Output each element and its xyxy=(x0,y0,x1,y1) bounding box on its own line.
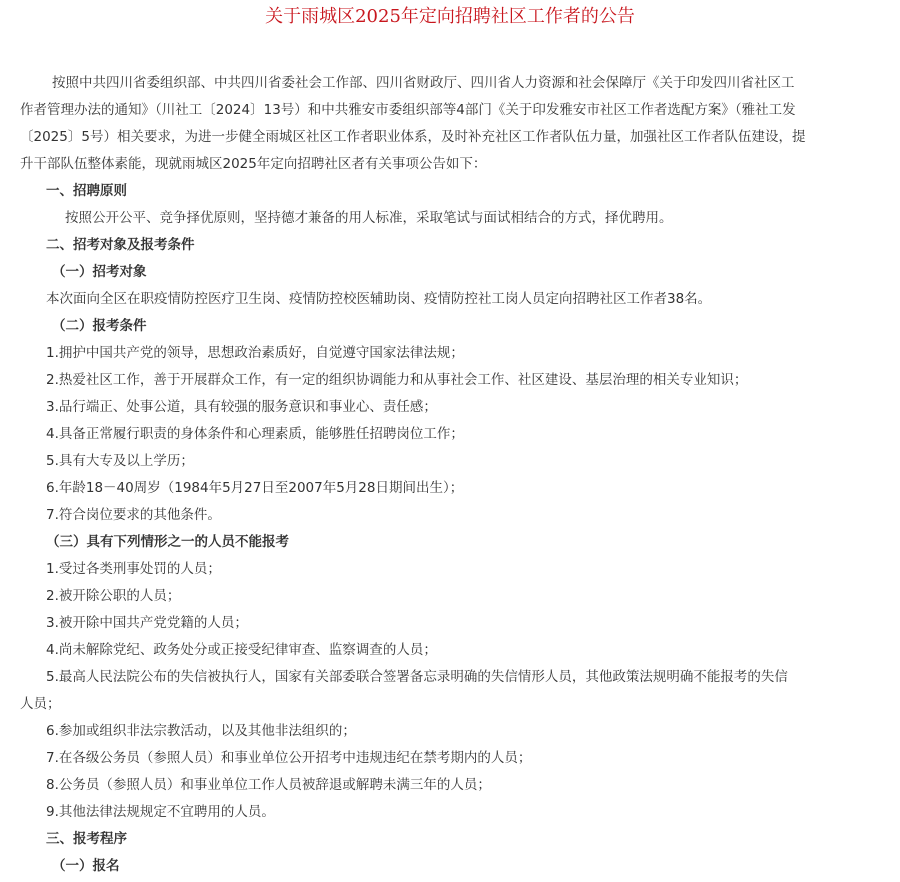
section-text: 按照公开公平、竞争择优原则，坚持德才兼备的用人标准，采取笔试与面试相结合的方式，择优聘用。 xyxy=(65,210,673,226)
page-title: 关于雨城区2025年定向招聘社区工作者的公告 xyxy=(265,6,635,27)
list-item: 1.拥护中国共产党的领导，思想政治素质好，自觉遵守国家法律法规； xyxy=(46,345,464,361)
intro-line: 按照中共四川省委组织部、中共四川省委社会工作部、四川省财政厅、四川省人力资源和社会保障厅《关于印发四川省社区工 xyxy=(52,75,795,91)
list-item: 8.公务员（参照人员）和事业单位工作人员被辞退或解聘未满三年的人员； xyxy=(46,777,491,793)
list-item: 4.尚未解除党纪、政务处分或正接受纪律审查、监察调查的人员； xyxy=(46,642,437,658)
list-item: 5.具有大专及以上学历； xyxy=(46,453,194,469)
subsection-heading: （二）报考条件 xyxy=(52,318,147,334)
section-heading: 三、报考程序 xyxy=(46,831,127,847)
list-item: 2.被开除公职的人员； xyxy=(46,588,181,604)
list-item: 3.品行端正、处事公道，具有较强的服务意识和事业心、责任感； xyxy=(46,399,437,415)
subsection-heading: （三）具有下列情形之一的人员不能报考 xyxy=(46,534,289,550)
article-body xyxy=(20,70,875,880)
subsection-heading: （一）招考对象 xyxy=(52,264,147,280)
list-item: 2.热爱社区工作，善于开展群众工作，有一定的组织协调能力和从事社会工作、社区建设、基层治理的相关专业知识； xyxy=(46,372,748,388)
subsection-heading: （一）报名 xyxy=(52,858,120,874)
section-heading: 二、招考对象及报考条件 xyxy=(46,237,195,253)
list-item: 4.具备正常履行职责的身体条件和心理素质，能够胜任招聘岗位工作； xyxy=(46,426,464,442)
list-item-continuation: 人员； xyxy=(20,696,61,712)
list-item: 7.符合岗位要求的其他条件。 xyxy=(46,507,221,523)
list-item: 5.最高人民法院公布的失信被执行人，国家有关部委联合签署备忘录明确的失信情形人员，其他政策法规明确不能报考的失信 xyxy=(46,669,788,685)
list-item: 6.参加或组织非法宗教活动，以及其他非法组织的； xyxy=(46,723,356,739)
intro-line: 作者管理办法的通知》（川社工〔2024〕13号）和中共雅安市委组织部等4部门《关于印发雅安市社区工作者选配方案》（雅社工发 xyxy=(20,102,796,118)
section-heading: 一、招聘原则 xyxy=(46,183,127,199)
list-item: 9.其他法律法规规定不宜聘用的人员。 xyxy=(46,804,275,820)
list-item: 7.在各级公务员（参照人员）和事业单位公开招考中违规违纪在禁考期内的人员； xyxy=(46,750,532,766)
list-item: 3.被开除中国共产党党籍的人员； xyxy=(46,615,248,631)
intro-line: 〔2025〕5号）相关要求，为进一步健全雨城区社区工作者职业体系，及时补充社区工作者队伍力量，加强社区工作者队伍建设，提 xyxy=(20,129,806,145)
list-item: 1.受过各类刑事处罚的人员； xyxy=(46,561,221,577)
intro-line: 升干部队伍整体素能，现就雨城区2025年定向招聘社区者有关事项公告如下： xyxy=(20,156,487,172)
list-item: 6.年龄18－40周岁（1984年5月27日至2007年5月28日期间出生）； xyxy=(46,480,464,496)
section-text: 本次面向全区在职疫情防控医疗卫生岗、疫情防控校医辅助岗、疫情防控社工岗人员定向招聘社区工作者38名。 xyxy=(46,291,712,307)
